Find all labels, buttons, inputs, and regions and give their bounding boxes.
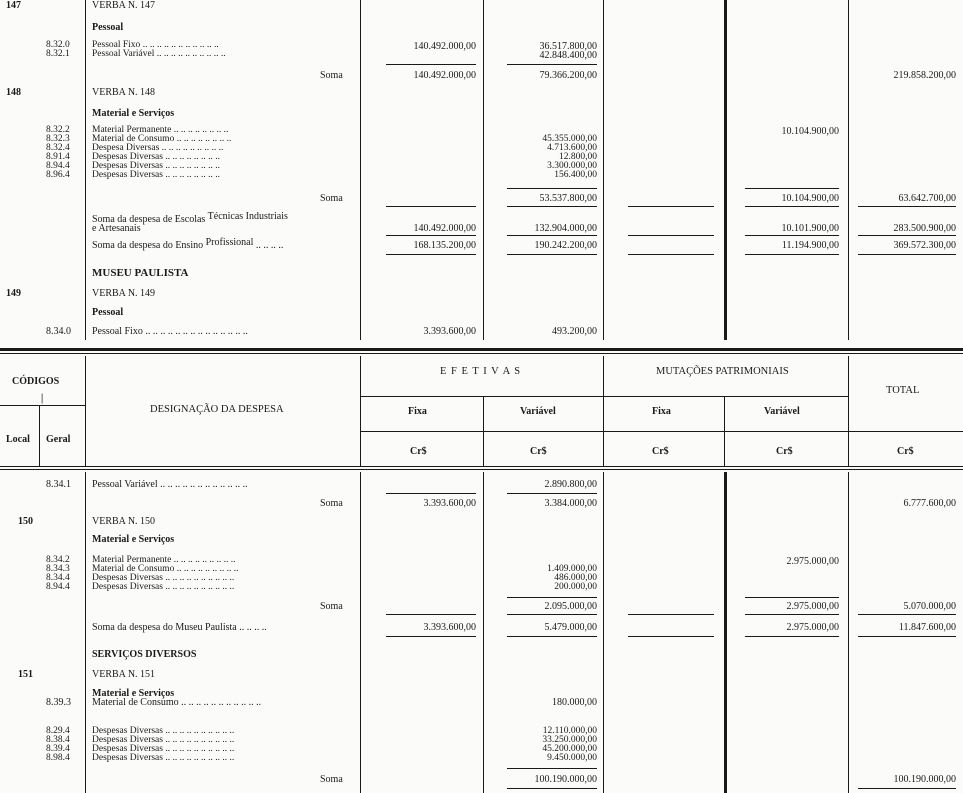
sum-rule [386,636,476,637]
soma-escolas-mut: 10.101.900,00 [781,223,839,234]
sum-rule [386,254,476,255]
sum-rule [507,206,597,207]
hdr-rule-total [848,356,849,466]
hdr-cr-1: Cr$ [410,446,427,457]
soma-escolas-fixa: 140.492.000,00 [413,223,476,234]
hdr-rule [360,431,963,432]
label-8341: Pessoal Variável .. .. .. .. .. .. .. .. .. .. .. .. [92,479,248,490]
sum-rule [386,64,476,65]
hdr-cr-2: Cr$ [530,446,547,457]
soma-147-fixa: 140.492.000,00 [413,70,476,81]
sum-rule [507,493,597,494]
mut-8342: 2.975.000,00 [786,556,839,567]
soma-151-total: 100.190.000,00 [893,774,956,785]
sum-rule [628,614,714,615]
labels-148: Material Permanente .. .. .. .. .. .. .. .. Material de Consumo .. .. .. .. .. .. .. .. Despesa Diversas .. .. .. .. .. .. .. .. .. Despesas Diversas .. .. .. .. .. .. .. .. Despesas Diversas .. .. .. .. .. .. .. .. Despesas Diversas .. .. .. .. .. .. .. .. [92,125,232,180]
var-151-col: 12.110.000,00 33.250.000,00 45.200.000,00 9.450.000,00 [542,726,597,763]
pessoal-147: Pessoal [92,22,124,33]
sum-rule [745,206,839,207]
hdr-fixa-mut: Fixa [652,406,671,417]
var-150-col: 1.409.000,00 486.000,00 200.000,00 [547,564,597,592]
soma-148-total: 63.642.700,00 [898,193,956,204]
sum-rule [507,235,597,236]
sum-rule [858,788,956,789]
page-separator [0,348,963,351]
code-8341: 8.34.1 [46,479,71,490]
hdr-total: TOTAL [886,385,920,396]
pessoal-149: Pessoal [92,307,124,318]
soma-escolas-total: 283.500.900,00 [893,223,956,234]
rule-code-b [85,472,86,793]
local-148: 148 [6,87,21,98]
rule-code [85,0,86,340]
labels-151: Despesas Diversas .. .. .. .. .. .. .. .. .. .. Despesas Diversas .. .. .. .. .. .. .. .. .. .. Despesas Diversas .. .. .. .. .. .. .. .. .. .. Despesas Diversas .. .. .. .. .. .. .. .. .. .. [92,726,235,763]
rule-total [848,0,849,340]
sum-rule [628,206,714,207]
soma-149-var: 3.384.000,00 [544,498,597,509]
var-8393: 180.000,00 [552,697,597,708]
sum-rule [507,597,597,598]
hdr-rule [0,405,85,406]
verba-148-title: VERBA N. 148 [92,87,156,98]
sum-rule [628,235,714,236]
soma-museu-fixa: 3.393.600,00 [423,622,476,633]
hdr-cr-3: Cr$ [652,446,669,457]
soma-147-label: Soma [320,70,343,81]
museu-heading: MUSEU PAULISTA [92,267,189,279]
hdr-efetivas: E F E T I V A S [440,366,522,377]
hdr-local: Local [6,434,30,445]
hdr-var-mut: Variável [764,406,800,417]
sum-rule [628,636,714,637]
soma-147-var: 79.366.200,00 [539,70,597,81]
var-8321: 42.848.400,00 [539,50,597,61]
soma-149-total: 6.777.600,00 [903,498,956,509]
soma-151-var: 100.190.000,00 [534,774,597,785]
codes-150: 8.34.2 8.34.3 8.34.4 8.94.4 [46,555,70,592]
soma-150-total: 5.070.000,00 [903,601,956,612]
rule-desc [360,0,361,340]
soma-150-var: 2.095.000,00 [544,601,597,612]
soma-148-label: Soma [320,193,343,204]
code-8393: 8.39.3 [46,697,71,708]
sum-rule [858,636,956,637]
var-148-col: 45.355.000,00 4.713.600,00 12.800,00 3.300.000,00 156.400,00 [542,134,597,180]
soma-escolas-var: 132.904.000,00 [534,223,597,234]
hdr-var-efet: Variável [520,406,556,417]
codes-151: 8.29.4 8.38.4 8.39.4 8.98.4 [46,726,70,763]
codes-147: 8.32.0 8.32.1 [46,40,70,59]
hdr-designacao: DESIGNAÇÃO DA DESPESA [150,404,284,415]
hdr-geral: Geral [46,434,71,445]
soma-ensino-label: Soma da despesa do Ensino Profissional .. .. .. .. [92,237,284,251]
soma-148-mut: 10.104.900,00 [781,193,839,204]
matserv-151: Material e Serviços [92,688,175,699]
sum-rule [386,493,476,494]
soma-149-fixa: 3.393.600,00 [423,498,476,509]
soma-museu-mut: 2.975.000,00 [786,622,839,633]
soma-ensino-fixa: 168.135.200,00 [413,240,476,251]
soma-147-total: 219.858.200,00 [893,70,956,81]
soma-ensino-mut: 11.194.900,00 [781,240,839,251]
rule-mut-b [724,472,727,793]
sum-rule [386,614,476,615]
verba-150-title: VERBA N. 150 [92,516,156,527]
soma-ensino-var: 190.242.200,00 [534,240,597,251]
hdr-cr-5: Cr$ [897,446,914,457]
sum-rule [386,206,476,207]
codes-148: 8.32.2 8.32.3 8.32.4 8.91.4 8.94.4 8.96.4 [46,125,70,180]
local-150: 150 [18,516,33,527]
soma-escolas-label2: e Artesanais [92,223,141,234]
sum-rule [507,614,597,615]
soma-museu-var: 5.479.000,00 [544,622,597,633]
hdr-codigos-tick: | [41,393,44,404]
hdr-rule [360,396,848,397]
page-separator-thin [0,353,963,354]
sum-rule [507,636,597,637]
local-151: 151 [18,669,33,680]
rule-fixa-b [483,472,484,793]
label-8393: Material de Consumo .. .. .. .. .. .. .. .. .. .. .. [92,697,262,708]
sum-rule [507,768,597,769]
sum-rule [745,235,839,236]
soma-150-label: Soma [320,601,343,612]
rule-var-b [603,472,604,793]
var-8320: 36.517.800,00 [539,41,597,52]
hdr-rule-var [603,356,604,466]
rule-fixa [483,0,484,340]
matserv-148: Material e Serviços [92,108,175,119]
hdr-rule-desc [360,356,361,466]
sum-rule [628,254,714,255]
fixa-8320: 140.492.000,00 [413,41,476,52]
var-8341: 2.890.800,00 [544,479,597,490]
verba-147-title: VERBA N. 147 [92,0,156,11]
soma-museu-total: 11.847.600,00 [898,622,956,633]
hdr-codigos: CÓDIGOS [12,376,60,387]
local-147: 147 [6,0,21,11]
rule-mut [724,0,727,340]
sum-rule [745,254,839,255]
sum-rule [745,597,839,598]
verba-151-title: VERBA N. 151 [92,669,156,680]
hdr-rule-code [85,356,86,466]
labels-150: Material Permanente .. .. .. .. .. .. .. .. .. Material de Consumo .. .. .. .. .. .. .. .. .. Despesas Diversas .. .. .. .. .. .. .. .. .. .. Despesas Diversas .. .. .. .. .. .. .. .. .. .. [92,555,239,592]
soma-151-label: Soma [320,774,343,785]
soma-150-mut: 2.975.000,00 [786,601,839,612]
sum-rule [507,188,597,189]
soma-museu-label: Soma da despesa do Museu Paulista .. .. .. .. [92,622,267,633]
code-8340: 8.34.0 [46,326,71,337]
sum-rule [858,254,956,255]
var-8340: 493.200,00 [552,326,597,337]
sum-rule [507,788,597,789]
sum-rule [507,64,597,65]
sum-rule [858,235,956,236]
rule-total-b [848,472,849,793]
sum-rule [507,254,597,255]
servicos-heading: SERVIÇOS DIVERSOS [92,649,197,660]
rule-var [603,0,604,340]
sum-rule [745,188,839,189]
hdr-bottom-rule-2 [0,469,963,470]
labels-147: Pessoal Fixo .. .. .. .. .. .. .. .. .. .. .. Pessoal Variável .. .. .. .. .. .. .. .. .. .. [92,40,226,59]
soma-ensino-total: 369.572.300,00 [893,240,956,251]
local-149: 149 [6,288,21,299]
fixa-8340: 3.393.600,00 [423,326,476,337]
hdr-bottom-rule [0,466,963,467]
sum-rule [858,206,956,207]
rule-desc-b [360,472,361,793]
sum-rule [858,614,956,615]
sum-rule [386,235,476,236]
soma-escolas-label1: Soma da despesa de Escolas Técnicas Industriais [92,211,288,225]
soma-149-label: Soma [320,498,343,509]
hdr-rule-local [39,405,40,466]
hdr-mutacoes: MUTAÇÕES PATRIMONIAIS [656,366,789,377]
soma-148-var: 53.537.800,00 [539,193,597,204]
hdr-fixa-efet: Fixa [408,406,427,417]
matserv-150: Material e Serviços [92,534,175,545]
mut-8322: 10.104.900,00 [781,126,839,137]
sum-rule [745,614,839,615]
sum-rule [745,636,839,637]
label-8340: Pessoal Fixo .. .. .. .. .. .. .. .. .. .. .. .. .. .. [92,326,248,337]
hdr-cr-4: Cr$ [776,446,793,457]
verba-149-title: VERBA N. 149 [92,288,156,299]
